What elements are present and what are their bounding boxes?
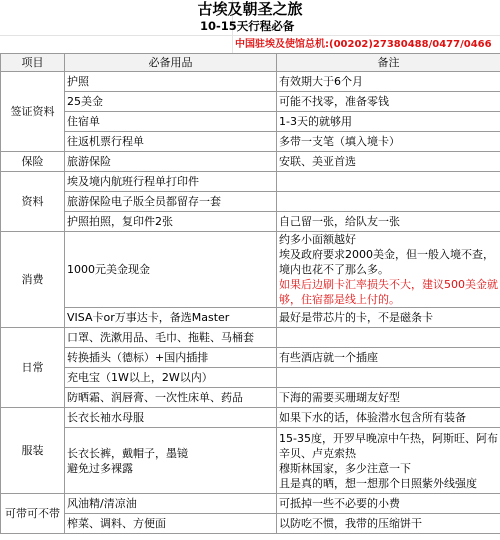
note-line-warning: 如果后边刷卡汇率损失不大，建议500美金就够，住宿都是线上付的。 xyxy=(279,278,498,306)
item-cell xyxy=(65,428,277,494)
note-cell xyxy=(277,232,500,308)
item-cell: 往返机票行程单 xyxy=(65,132,277,152)
note-cell xyxy=(277,368,500,388)
item-cell: 25美金 xyxy=(65,92,277,112)
table-row xyxy=(1,92,500,112)
note-cell: 1-3天的就够用 xyxy=(277,112,500,132)
table-row xyxy=(1,408,500,428)
note-line: 且是真的晒，想一想那个日照紫外线强度 xyxy=(279,476,477,490)
note-line: 约多小面额越好 xyxy=(279,233,356,246)
item-cell: 转换插头（德标）+国内插排 xyxy=(65,348,277,368)
item-line: 长衣长裤，戴帽子，墨镜 xyxy=(67,446,188,460)
note-cell: 安联、美亚首选 xyxy=(277,152,500,172)
note-cell: 自己留一张，给队友一张 xyxy=(277,212,500,232)
table-row xyxy=(1,232,500,308)
item-cell: 1000元美金现金 xyxy=(65,232,277,308)
item-cell: 充电宝（1W以上，2W以内） xyxy=(65,368,277,388)
checklist-table xyxy=(0,53,500,534)
note-cell xyxy=(277,428,500,494)
note-cell: 多带一支笔（填入境卡） xyxy=(277,132,500,152)
table-row xyxy=(1,192,500,212)
table-row xyxy=(1,328,500,348)
note-cell: 下海的需要买珊瑚友好型 xyxy=(277,388,500,408)
note-cell xyxy=(277,328,500,348)
item-cell: 榨菜、调料、方便面 xyxy=(65,514,277,534)
note-cell: 可能不找零，准备零钱 xyxy=(277,92,500,112)
category-clothing: 服装 xyxy=(1,408,65,494)
category-optional: 可带可不带 xyxy=(1,494,65,534)
header-note: 备注 xyxy=(277,54,500,72)
category-spending: 消费 xyxy=(1,232,65,328)
note-line: 15-35度，开罗早晚凉中午热，阿斯旺、阿布辛贝、卢克索热 xyxy=(279,431,498,460)
category-daily: 日常 xyxy=(1,328,65,408)
item-cell: 风油精/清凉油 xyxy=(65,494,277,514)
table-row xyxy=(1,388,500,408)
embassy-contact: 中国驻埃及使馆总机:(00202)27380488/0477/0466 xyxy=(235,39,492,50)
table-row xyxy=(1,132,500,152)
item-cell: VISA卡or万事达卡，备选Master xyxy=(65,308,277,328)
document-title: 古埃及朝圣之旅 xyxy=(197,0,303,18)
table-row xyxy=(1,112,500,132)
note-cell: 如果下水的话，体验潜水包含所有装备 xyxy=(277,408,500,428)
item-cell: 护照 xyxy=(65,72,277,92)
item-line: 避免过多裸露 xyxy=(67,461,133,475)
category-insurance: 保险 xyxy=(1,152,65,172)
table-row xyxy=(1,494,500,514)
header-category: 项目 xyxy=(1,54,65,72)
note-cell: 有效期大于6个月 xyxy=(277,72,500,92)
item-cell: 长衣长袖水母服 xyxy=(65,408,277,428)
document-subtitle: 10-15天行程必备 xyxy=(200,19,295,33)
item-cell: 防晒霜、润唇膏、一次性床单、药品 xyxy=(65,388,277,408)
table-row xyxy=(1,368,500,388)
item-cell: 旅游保险电子版全员都留存一套 xyxy=(65,192,277,212)
item-cell: 住宿单 xyxy=(65,112,277,132)
note-cell: 最好是带芯片的卡，不是磁条卡 xyxy=(277,308,500,328)
table-row xyxy=(1,152,500,172)
note-cell: 以防吃不惯，我带的压缩饼干 xyxy=(277,514,500,534)
sheet-gridline xyxy=(0,35,500,36)
table-row xyxy=(1,348,500,368)
note-cell: 有些酒店就一个插座 xyxy=(277,348,500,368)
note-line: 埃及政府要求2000美金，但一般入境不查，境内也花不了那么多。 xyxy=(279,248,494,276)
item-cell: 旅游保险 xyxy=(65,152,277,172)
item-cell: 口罩、洗漱用品、毛巾、拖鞋、马桶套 xyxy=(65,328,277,348)
table-row xyxy=(1,172,500,192)
note-line: 穆斯林国家，多少注意一下 xyxy=(279,461,411,475)
header-item: 必备用品 xyxy=(65,54,277,72)
note-cell: 可抵掉一些不必要的小费 xyxy=(277,494,500,514)
table-row xyxy=(1,72,500,92)
note-cell xyxy=(277,192,500,212)
table-row xyxy=(1,514,500,534)
item-cell: 护照拍照，复印件2张 xyxy=(65,212,277,232)
category-visa: 签证资料 xyxy=(1,72,65,152)
table-row xyxy=(1,212,500,232)
table-row xyxy=(1,428,500,494)
category-docs: 资料 xyxy=(1,172,65,232)
table-row xyxy=(1,308,500,328)
item-cell: 埃及境内航班行程单打印件 xyxy=(65,172,277,192)
note-cell xyxy=(277,172,500,192)
header-row xyxy=(1,54,500,72)
